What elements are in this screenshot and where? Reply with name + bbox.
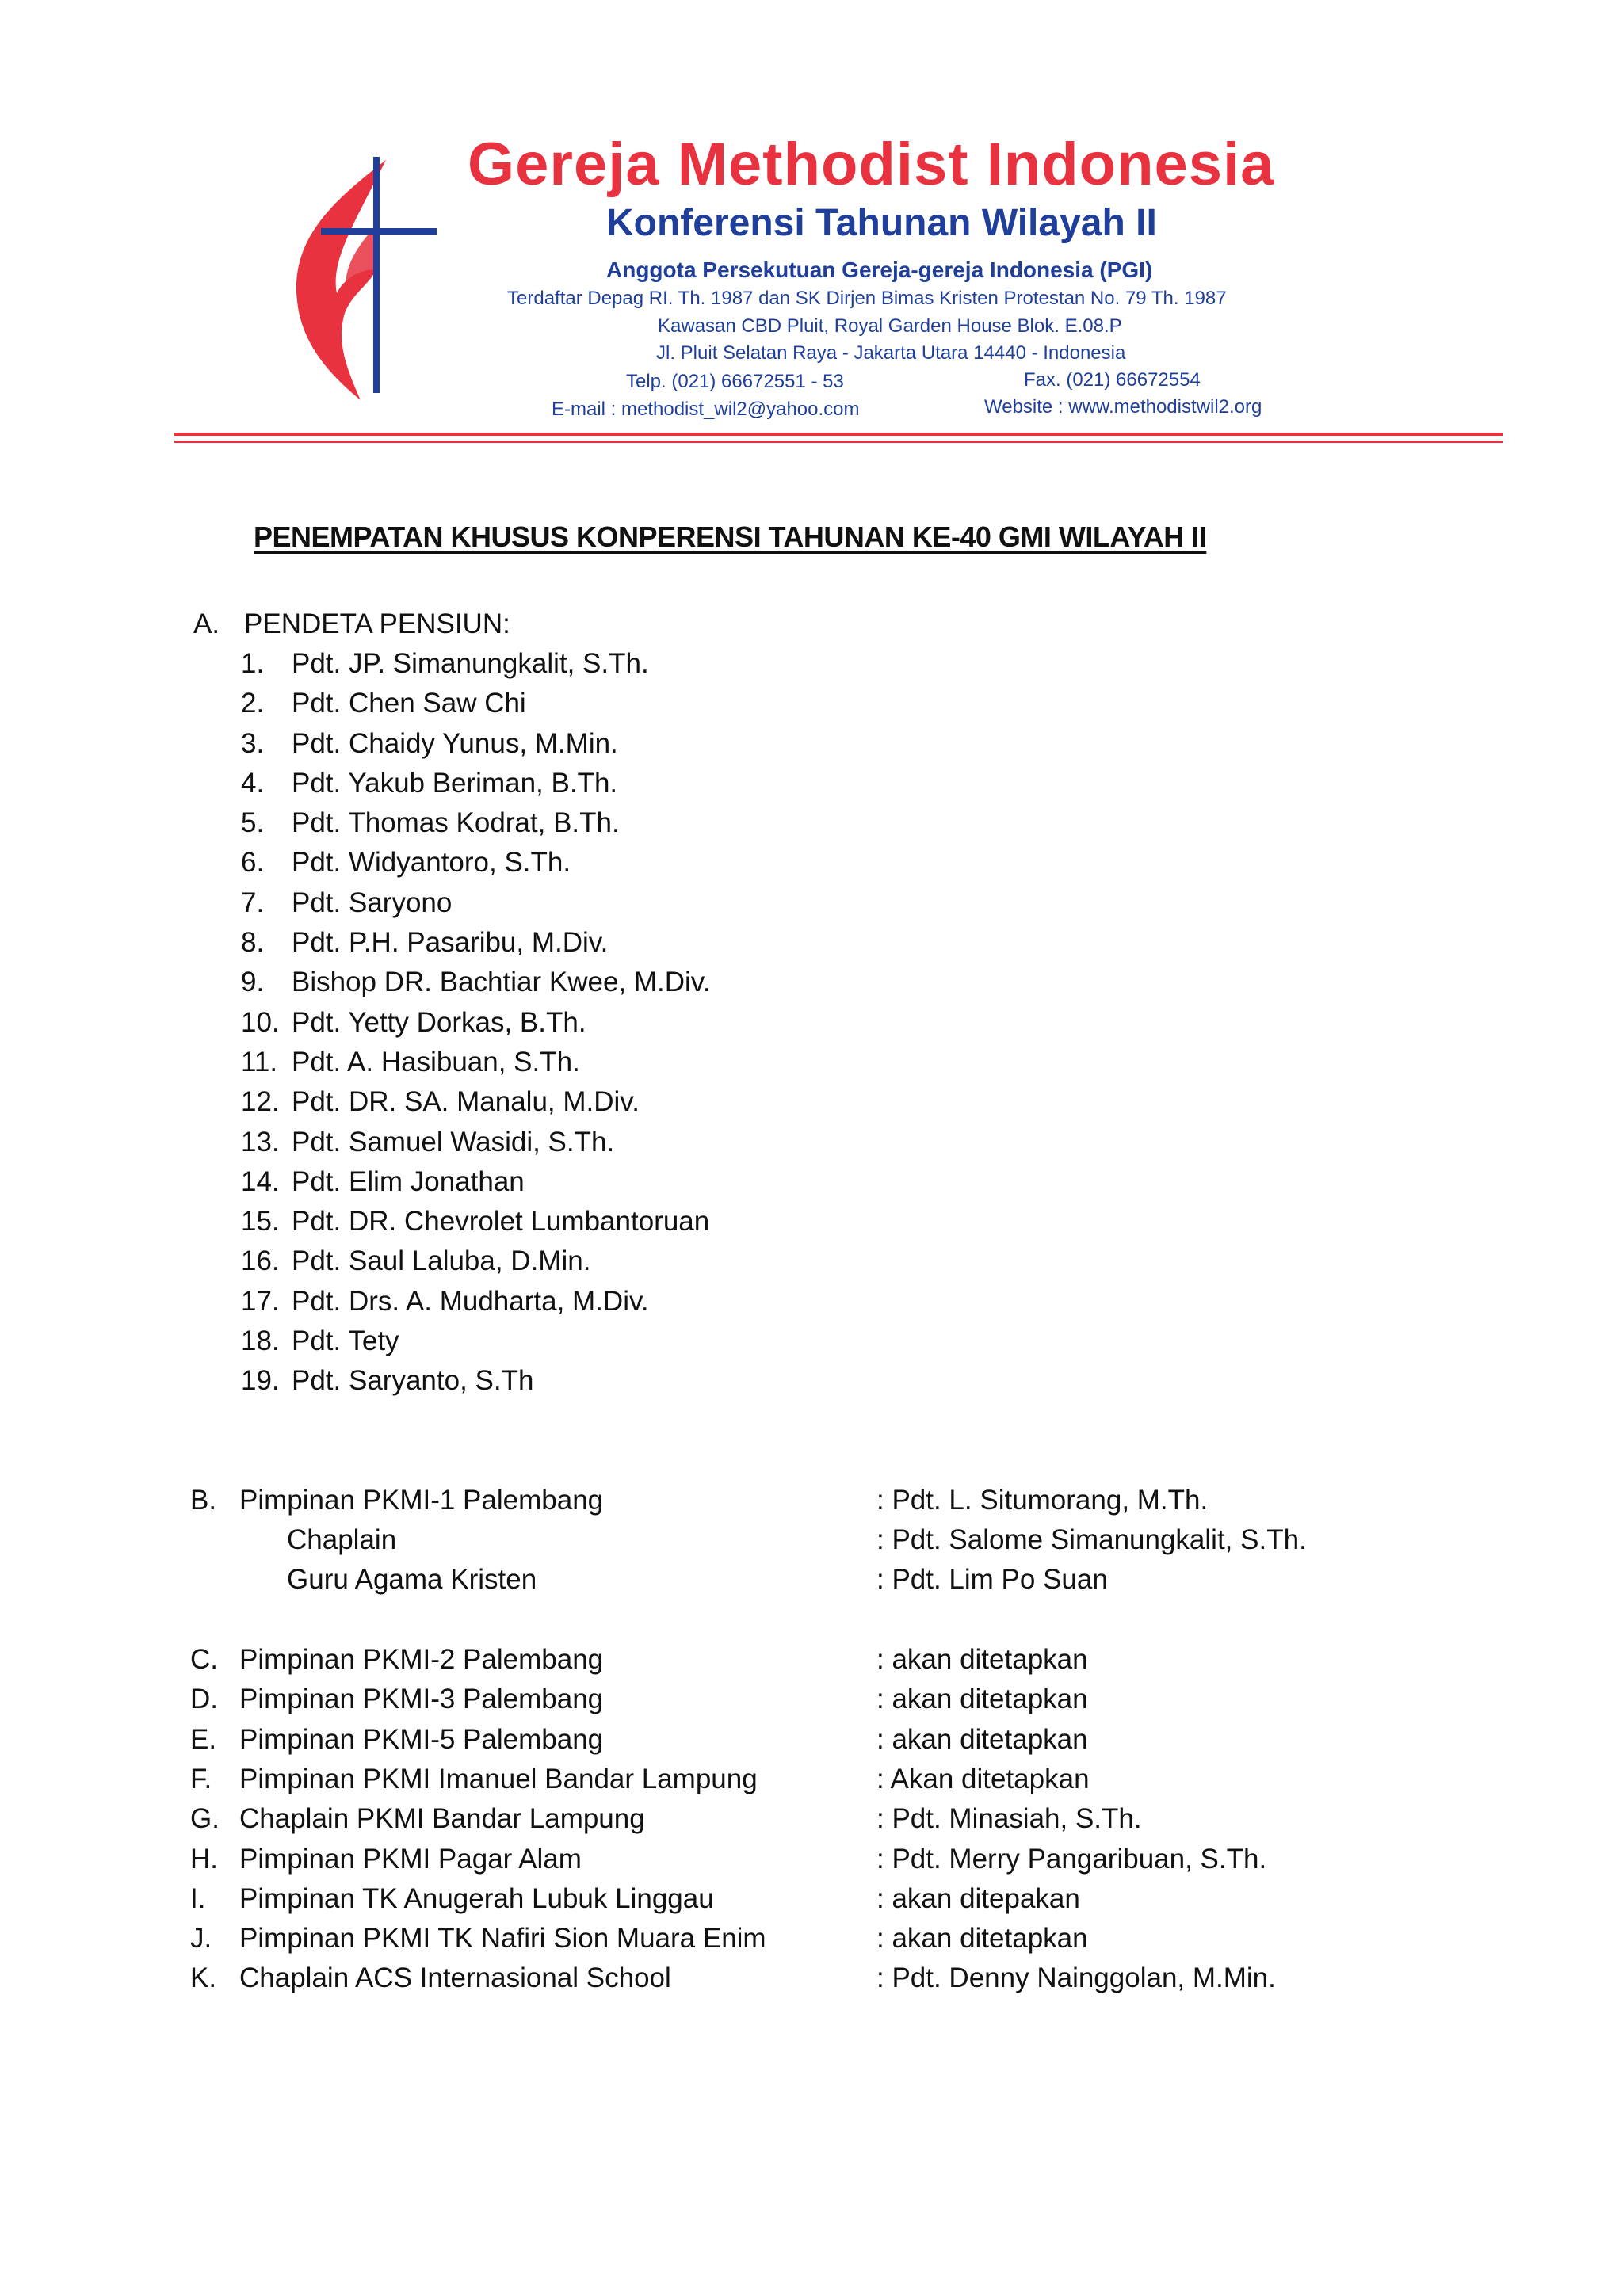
list-item [241, 1287, 710, 1327]
list-item [241, 889, 710, 929]
retired-pastors-list [241, 650, 710, 1407]
list-item [241, 929, 710, 968]
placement-letter: I. [190, 1882, 206, 1914]
list-item [241, 769, 710, 809]
placement-position: Chaplain [287, 1524, 397, 1555]
placement-row [190, 1924, 1426, 1964]
list-item-number: 1. [241, 648, 265, 679]
section-a-letter: A. [193, 608, 220, 639]
list-item [241, 1327, 710, 1367]
list-item-name: Bishop DR. Bachtiar Kwee, M.Div. [292, 967, 711, 998]
placement-assignee: : Akan ditetapkan [876, 1763, 1090, 1794]
placement-position: Pimpinan PKMI Imanuel Bandar Lampung [239, 1763, 758, 1794]
placement-row [190, 1845, 1426, 1885]
placement-position: Chaplain ACS Internasional School [239, 1962, 671, 1994]
placement-letter: J. [190, 1923, 212, 1955]
placement-row [190, 1685, 1426, 1725]
list-item-number: 15. [241, 1206, 280, 1238]
placement-position: Pimpinan PKMI-3 Palembang [239, 1684, 604, 1715]
email-line: E-mail : methodist_wil2@yahoo.com [552, 399, 860, 420]
list-item [241, 1048, 710, 1088]
cross-and-flame-icon [281, 151, 440, 404]
list-item [241, 650, 710, 689]
list-item-name: Pdt. A. Hasibuan, S.Th. [292, 1046, 580, 1077]
list-item [241, 968, 710, 1008]
list-item [241, 1088, 710, 1127]
placement-row [190, 1486, 1426, 1526]
placement-position: Pimpinan PKMI-5 Palembang [239, 1723, 604, 1755]
list-item-name: Pdt. JP. Simanungkalit, S.Th. [292, 648, 649, 679]
placement-position: Pimpinan PKMI-2 Palembang [239, 1644, 604, 1675]
list-item-number: 12. [241, 1086, 280, 1118]
placement-assignee: : akan ditetapkan [876, 1644, 1088, 1675]
placement-letter: B. [190, 1485, 217, 1516]
list-item-number: 7. [241, 887, 265, 918]
registration-line: Terdaftar Depag RI. Th. 1987 dan SK Dirjen Bimas Kristen Protestan No. 79 Th. 1987 [507, 288, 1227, 309]
list-item-number: 11. [241, 1046, 278, 1077]
list-item-name: Pdt. Chen Saw Chi [292, 688, 526, 719]
list-item-name: Pdt. Yakub Beriman, B.Th. [292, 767, 618, 799]
phone-line: Telp. (021) 66672551 - 53 [626, 371, 844, 392]
list-item-number: 2. [241, 688, 265, 719]
list-item [241, 727, 710, 769]
list-item-number: 17. [241, 1285, 280, 1317]
placement-letter: F. [190, 1763, 212, 1794]
placement-letter: H. [190, 1843, 218, 1875]
list-item-name: Pdt. Saul Laluba, D.Min. [292, 1245, 591, 1277]
header-rule-top [174, 433, 1503, 436]
list-item-name: Pdt. Yetty Dorkas, B.Th. [292, 1006, 586, 1038]
placement-position: Chaplain PKMI Bandar Lampung [239, 1803, 645, 1835]
placement-letter: G. [190, 1803, 220, 1835]
address-line-1: Kawasan CBD Pluit, Royal Garden House Blok. E.08.P [658, 315, 1122, 337]
list-item [241, 1207, 710, 1247]
placement-position: Pimpinan TK Anugerah Lubuk Linggau [239, 1882, 714, 1914]
list-item-name: Pdt. Tety [292, 1325, 399, 1357]
placement-row [190, 1882, 1426, 1924]
placement-position: Pimpinan PKMI Pagar Alam [239, 1843, 582, 1875]
list-item-number: 3. [241, 727, 265, 759]
list-item-name: Pdt. Drs. A. Mudharta, M.Div. [292, 1285, 649, 1317]
list-item-name: Pdt. Samuel Wasidi, S.Th. [292, 1126, 615, 1158]
website-line: Website : www.methodistwil2.org [984, 396, 1262, 418]
placement-position: Pimpinan PKMI-1 Palembang [239, 1485, 604, 1516]
placement-assignee: : akan ditetapkan [876, 1684, 1088, 1715]
fax-line: Fax. (021) 66672554 [1024, 369, 1201, 391]
list-item-number: 4. [241, 767, 265, 799]
header-rule-bottom [174, 441, 1503, 443]
list-item-number: 16. [241, 1245, 280, 1277]
list-item-number: 9. [241, 967, 265, 998]
placement-assignee: : Pdt. Merry Pangaribuan, S.Th. [876, 1843, 1267, 1875]
list-item-number: 8. [241, 927, 265, 959]
list-item-name: Pdt. DR. Chevrolet Lumbantoruan [292, 1206, 710, 1238]
list-item-name: Pdt. Saryono [292, 887, 453, 918]
list-item [241, 689, 710, 729]
section-a-heading: PENDETA PENSIUN: [244, 608, 510, 639]
placement-row [190, 1964, 1426, 2004]
placement-assignee: : akan ditepakan [876, 1882, 1080, 1914]
list-item-number: 5. [241, 807, 265, 839]
placement-row [190, 1805, 1426, 1844]
list-item-name: Pdt. DR. SA. Manalu, M.Div. [292, 1086, 640, 1118]
list-item-name: Pdt. Thomas Kodrat, B.Th. [292, 807, 620, 839]
placement-assignee: : Pdt. L. Situmorang, M.Th. [876, 1485, 1209, 1516]
placement-letter: E. [190, 1723, 217, 1755]
church-name: Gereja Methodist Indonesia [468, 131, 1275, 198]
placement-letter: C. [190, 1644, 218, 1675]
list-item [241, 1006, 710, 1048]
placement-position: Guru Agama Kristen [287, 1564, 537, 1595]
list-item-name: Pdt. P.H. Pasaribu, M.Div. [292, 927, 609, 959]
list-item [241, 1247, 710, 1287]
placement-row [190, 1723, 1426, 1765]
placement-assignee: : Pdt. Minasiah, S.Th. [876, 1803, 1142, 1835]
list-item [241, 1128, 710, 1168]
list-item-number: 14. [241, 1165, 280, 1197]
placement-letter: D. [190, 1684, 218, 1715]
placement-assignee: : Pdt. Denny Nainggolan, M.Min. [876, 1962, 1276, 1994]
list-item-number: 13. [241, 1126, 280, 1158]
placement-position: Pimpinan PKMI TK Nafiri Sion Muara Enim [239, 1923, 766, 1955]
placement-assignee: : akan ditetapkan [876, 1723, 1088, 1755]
membership-line: Anggota Persekutuan Gereja-gereja Indonesia (PGI) [606, 257, 1153, 282]
placement-letter: K. [190, 1962, 217, 1994]
list-item-name: Pdt. Elim Jonathan [292, 1165, 525, 1197]
placement-assignee: : Pdt. Salome Simanungkalit, S.Th. [876, 1524, 1307, 1555]
placement-assignee: : Pdt. Lim Po Suan [876, 1564, 1108, 1595]
list-item-name: Pdt. Chaidy Yunus, M.Min. [292, 727, 618, 759]
list-item-name: Pdt. Widyantoro, S.Th. [292, 847, 571, 879]
conference-name: Konferensi Tahunan Wilayah II [606, 202, 1157, 244]
list-item [241, 849, 710, 888]
document-title: PENEMPATAN KHUSUS KONPERENSI TAHUNAN KE-40 GMI WILAYAH II [254, 521, 1207, 553]
list-item-name: Pdt. Saryanto, S.Th [292, 1365, 534, 1397]
list-item-number: 6. [241, 847, 265, 879]
placement-assignee: : akan ditetapkan [876, 1923, 1088, 1955]
list-item [241, 1165, 710, 1207]
list-item [241, 1367, 710, 1406]
placement-row [190, 1566, 1426, 1605]
address-line-2: Jl. Pluit Selatan Raya - Jakarta Utara 14440 - Indonesia [656, 342, 1126, 364]
list-item-number: 19. [241, 1365, 280, 1397]
placement-row [190, 1526, 1426, 1566]
placement-row [190, 1765, 1426, 1805]
list-item [241, 809, 710, 849]
list-item-number: 18. [241, 1325, 280, 1357]
list-item-number: 10. [241, 1006, 280, 1038]
placement-row [190, 1646, 1426, 1685]
